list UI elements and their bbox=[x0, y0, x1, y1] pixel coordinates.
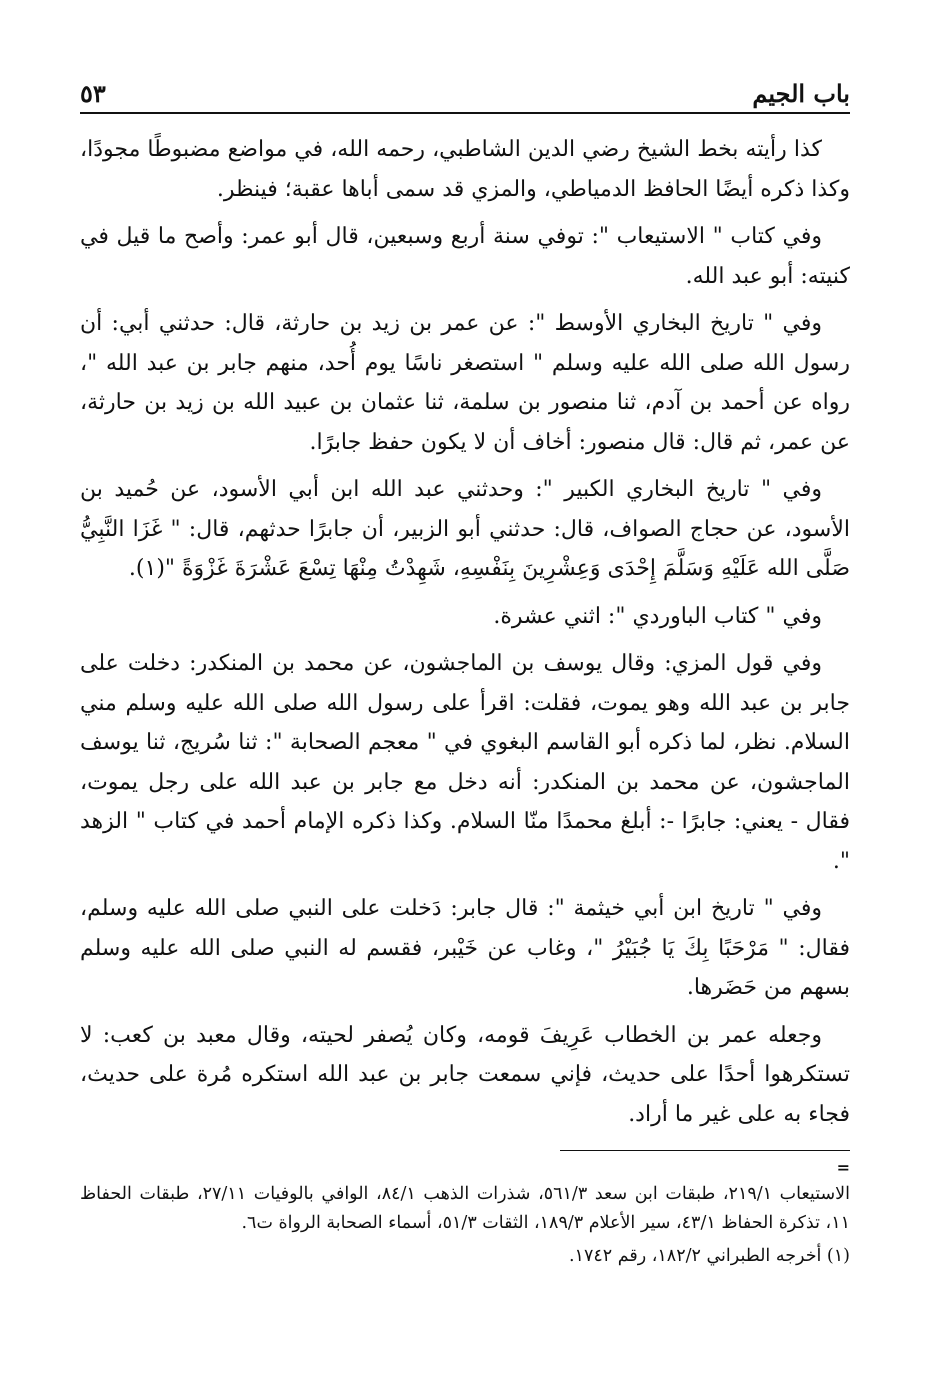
paragraph-8: وجعله عمر بن الخطاب عَرِيفَ قومه، وكان يُصفر لحيته، وقال معبد بن كعب: لا تستكرهوا أحدًا على حديث، فإني سمعت جابر بن عبد الله استكره مُرة على حديث، فجاء به على غير ما أراد. bbox=[80, 1022, 850, 1127]
paragraph-6: وفي قول المزي: وقال يوسف بن الماجشون، عن محمد بن المنكدر: دخلت على جابر بن عبد الله وهو يموت، فقلت: اقرأ على رسول الله صلى الله عليه وسلم مني السلام. نظر، لما ذكره أبو القاسم البغوي في " معجم الصحابة ": ثنا سُريج، ثنا يوسف الماجشون، عن محمد بن المنكدر: أنه دخل مع جابر بن عبد الله على رجل يموت، فقال - يعني: جابرًا -: أبلغ محمدًا منّا السلام. وكذا ذكره الإمام أحمد في كتاب " الزهد ". bbox=[80, 651, 850, 874]
footnote-1: (١) أخرجه الطبراني ١٨٢/٢، رقم ١٧٤٢. bbox=[568, 1246, 850, 1266]
footnote-separator bbox=[80, 1150, 850, 1177]
footnote-rule bbox=[560, 1150, 850, 1151]
page-number: ٥٣ bbox=[80, 79, 106, 108]
footnotes bbox=[80, 1180, 850, 1271]
footnote-continued: الاستيعاب ٢١٩/١، طبقات ابن سعد ٥٦١/٣، شذرات الذهب ٨٤/١، الوافي بالوفيات ٢٧/١١، طبقات الحفاظ ١١، تذكرة الحفاظ ٤٣/١، سير الأعلام ١٨٩/٣، الثقات ٥١/٣، أسماء الصحابة الرواة ت٦. bbox=[80, 1184, 850, 1233]
book-page bbox=[80, 64, 850, 1344]
paragraph-5: وفي " كتاب الباوردي ": اثني عشرة. bbox=[493, 603, 822, 629]
paragraph-4: وفي " تاريخ البخاري الكبير ": وحدثني عبد الله ابن أبي الأسود، عن حُميد بن الأسود، عن حجاج الصواف، قال: حدثني أبو الزبير، أن جابرًا حدثهم، قال: " غَزَا النَّبِيُّ صَلَّى الله عَلَيْهِ وَسَلَّمَ إِحْدَى وَعِشْرِينَ بِنَفْسِهِ، شَهِدْتُ مِنْهَا تِسْعَ عَشْرَةَ غَزْوَةً "(١). bbox=[80, 477, 850, 581]
paragraph-3: وفي " تاريخ البخاري الأوسط ": عن عمر بن زيد بن حارثة، قال: حدثني أبي: أن رسول الله صلى الله عليه وسلم " استصغر ناسًا يوم أُحد، منهم جابر بن عبد الله "، رواه عن أحمد بن آدم، ثنا منصور بن سلمة، ثنا عثمان بن عبيد الله بن زيد بن حارثة، عن عمر، ثم قال: قال منصور: أخاف أن لا يكون حفظ جابرًا. bbox=[80, 311, 850, 455]
page-body bbox=[80, 130, 850, 1134]
paragraph-1: كذا رأيته بخط الشيخ رضي الدين الشاطبي، رحمه الله، في مواضع مضبوطًا مجودًا، وكذا ذكره أيضًا الحافظ الدمياطي، والمزي قد سمى أباها عقبة؛ فينظر. bbox=[80, 137, 850, 202]
paragraph-2: وفي كتاب " الاستيعاب ": توفي سنة أربع وسبعين، قال أبو عمر: وأصح ما قيل في كنيته: أبو عبد الله. bbox=[80, 224, 850, 289]
paragraph-7: وفي " تاريخ ابن أبي خيثمة ": قال جابر: دَخلت على النبي صلى الله عليه وسلم، فقال: " مَرْحَبًا بِكَ يَا جُبَيْرُ "، وغاب عن خَيْبر، فقسم له النبي صلى الله عليه وسلم بسهم من حَضَرها. bbox=[80, 896, 850, 1000]
page-header bbox=[80, 64, 850, 114]
running-head-title: باب الجيم bbox=[752, 79, 850, 108]
footnote-continued-mark: = bbox=[836, 1158, 850, 1177]
